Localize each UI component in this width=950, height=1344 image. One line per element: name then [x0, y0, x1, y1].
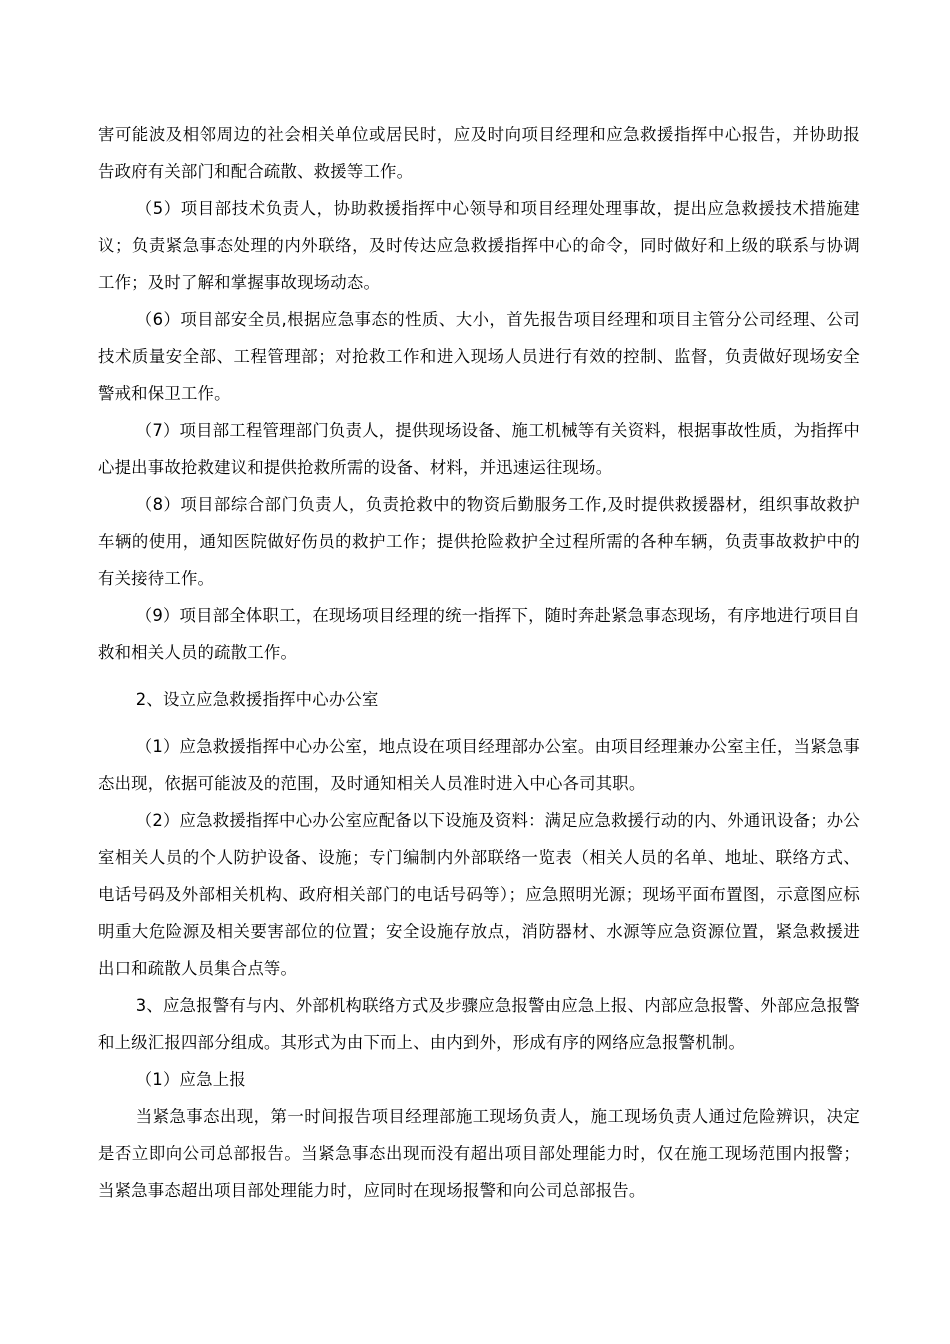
paragraph-item-5: （5）项目部技术负责人，协助救援指挥中心领导和项目经理处理事故，提出应急救援技术措施建议；负责紧急事态处理的内外联络，及时传达应急救援指挥中心的命令，同时做好和上级的联系与协调工作；及时了解和掌握事故现场动态。: [98, 199, 860, 292]
section-heading-2: 2、设立应急救援指挥中心办公室: [135, 690, 379, 709]
section-heading-3: 3、应急报警有与内、外部机构联络方式及步骤应急报警由应急上报、内部应急报警、外部应急报警和上级汇报四部分组成。其形式为由下而上、由内到外，形成有序的网络应急报警机制。: [98, 996, 860, 1052]
paragraph-item-8: （8）项目部综合部门负责人，负责抢救中的物资后勤服务工作,及时提供救援器材，组织事故救护车辆的使用，通知医院做好伤员的救护工作；提供抢险救护全过程所需的各种车辆，负责事故救护中的有关接待工作。: [98, 495, 860, 588]
document-body: [98, 116, 860, 1209]
paragraph-office-2: （2）应急救援指挥中心办公室应配备以下设施及资料：满足应急救援行动的内、外通讯设备；办公室相关人员的个人防护设备、设施；专门编制内外部联络一览表（相关人员的名单、地址、联络方式、电话号码及外部相关机构、政府相关部门的电话号码等）；应急照明光源；现场平面布置图，示意图应标明重大危险源及相关要害部位的位置；安全设施存放点，消防器材、水源等应急资源位置，紧急救援进出口和疏散人员集合点等。: [98, 811, 860, 978]
paragraph-item-6: （6）项目部安全员,根据应急事态的性质、大小，首先报告项目经理和项目主管分公司经理、公司技术质量安全部、工程管理部；对抢救工作和进入现场人员进行有效的控制、监督，负责做好现场安全警戒和保卫工作。: [98, 310, 860, 403]
paragraph-item-9: （9）项目部全体职工，在现场项目经理的统一指挥下，随时奔赴紧急事态现场，有序地进行项目自救和相关人员的疏散工作。: [98, 606, 860, 662]
paragraph-office-1: （1）应急救援指挥中心办公室，地点设在项目经理部办公室。由项目经理兼办公室主任，当紧急事态出现，依据可能波及的范围，及时通知相关人员准时进入中心各司其职。: [98, 737, 860, 793]
subheading-emergency-report: （1）应急上报: [135, 1070, 246, 1089]
paragraph-continuation: 害可能波及相邻周边的社会相关单位或居民时，应及时向项目经理和应急救援指挥中心报告，并协助报告政府有关部门和配合疏散、救援等工作。: [98, 125, 860, 181]
paragraph-emergency-report: 当紧急事态出现，第一时间报告项目经理部施工现场负责人，施工现场负责人通过危险辨识，决定是否立即向公司总部报告。当紧急事态出现而没有超出项目部处理能力时，仅在施工现场范围内报警；当紧急事态超出项目部处理能力时，应同时在现场报警和向公司总部报告。: [98, 1107, 860, 1200]
paragraph-item-7: （7）项目部工程管理部门负责人，提供现场设备、施工机械等有关资料，根据事故性质，为指挥中心提出事故抢救建议和提供抢救所需的设备、材料，并迅速运往现场。: [98, 421, 860, 477]
